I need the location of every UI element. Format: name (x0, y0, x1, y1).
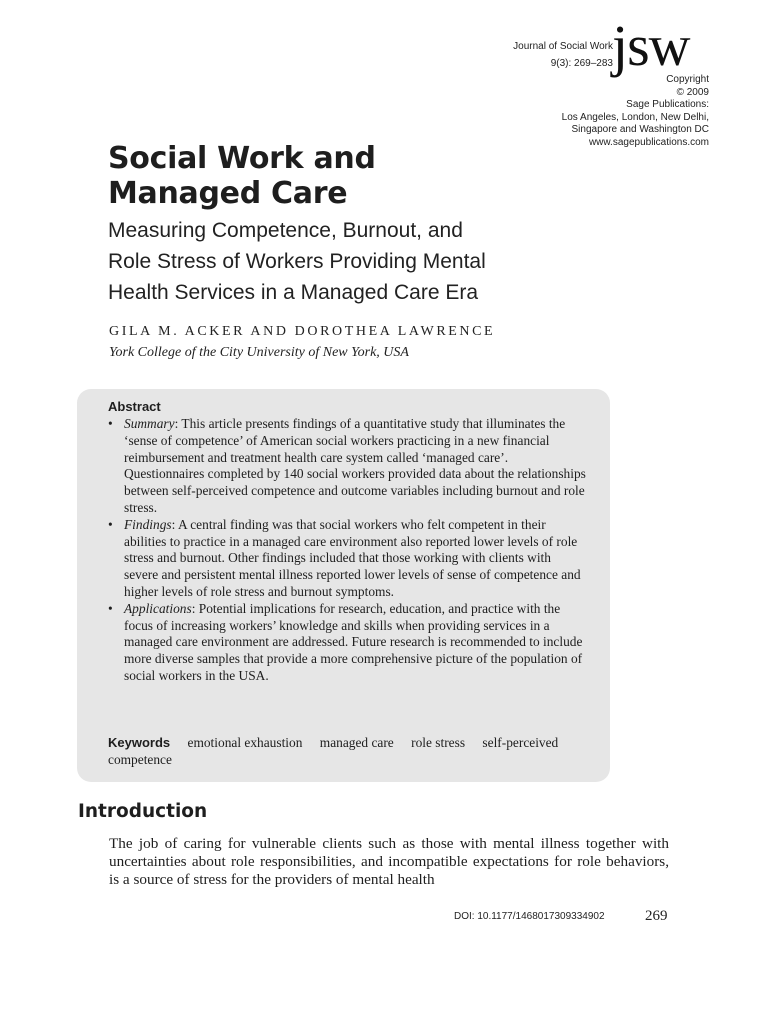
journal-volume-pages: 9(3): 269–283 (550, 58, 613, 69)
copyright-line: Sage Publications: (626, 99, 709, 111)
subtitle-line: Role Stress of Workers Providing Mental (108, 250, 486, 273)
copyright-line: Los Angeles, London, New Delhi, (561, 111, 709, 123)
subtitle-line: Measuring Competence, Burnout, and (108, 219, 463, 242)
article-subtitle (108, 215, 558, 308)
abstract-item-applications (108, 601, 588, 685)
doi: DOI: 10.1177/1468017309334902 (454, 911, 605, 922)
journal-name: Journal of Social Work (513, 41, 613, 52)
abstract-item-text: : Potential implications for research, education, and practice with the focus of increasing workers’ knowledge and skills when providing services in a managed care environment are addressed. Future research is recommended to include more diverse samples that provide a more comprehensive picture of the population of social workers in the USA. (124, 600, 583, 683)
subtitle-line: Health Services in a Managed Care Era (108, 281, 479, 304)
copyright-line: © 2009 (676, 86, 709, 98)
bullet-icon: • (108, 416, 113, 431)
copyright-line: Singapore and Washington DC (571, 124, 709, 136)
introduction-paragraph: The job of caring for vulnerable clients such as those with mental illness together with uncertainties about role responsibilities, and incompatible expectations for role behaviors, is a source of stress for the providers of mental health (109, 835, 669, 888)
authors: GILA M. ACKER AND DOROTHEA LAWRENCE (109, 324, 496, 339)
copyright-block (562, 74, 709, 150)
bullet-icon: • (108, 516, 113, 532)
abstract-item-lead: Summary (124, 416, 175, 431)
abstract-item-findings (108, 517, 588, 601)
section-heading-introduction: Introduction (78, 801, 208, 822)
keywords (108, 734, 578, 768)
title-line: Managed Care (108, 176, 348, 211)
article-title (108, 141, 528, 211)
abstract-item-lead: Applications (124, 600, 192, 616)
keyword: managed care (319, 735, 394, 750)
copyright-line: Copyright (666, 74, 709, 85)
page-number: 269 (645, 908, 668, 924)
abstract-item-lead: Findings (124, 516, 172, 532)
abstract-heading: Abstract (108, 399, 161, 414)
title-line: Social Work and (108, 141, 376, 176)
journal-info (513, 38, 613, 72)
keyword: emotional exhaustion (187, 735, 303, 750)
publisher-url[interactable]: www.sagepublications.com (588, 136, 709, 148)
journal-logo: jsw (612, 13, 690, 78)
abstract-item-summary (108, 416, 588, 517)
abstract-list (108, 416, 588, 685)
keywords-label: Keywords (108, 735, 171, 750)
abstract-item-text: : A central finding was that social workers who felt competent in their abilities to practice in a managed care environment also reported lower levels of role stress and burnout. Other findings included that those working with clients with severe and persistent mental illness reported lower levels of sense of competence and higher levels of role stress and burnout symptoms. (124, 516, 581, 599)
keyword: self-perceived competence (108, 735, 559, 767)
keyword: role stress (411, 735, 466, 750)
affiliation: York College of the City University of New York, USA (109, 345, 409, 360)
abstract-item-text: : This article presents findings of a quantitative study that illuminates the ‘sense of competence’ of American social workers practicing in a new financial reimbursement and treatment health care system called ‘managed care’. Questionnaires completed by 140 social workers provided data about the relationships between self-perceived competence and outcome variables including burnout and role stress. (124, 416, 586, 515)
bullet-icon: • (108, 600, 113, 616)
